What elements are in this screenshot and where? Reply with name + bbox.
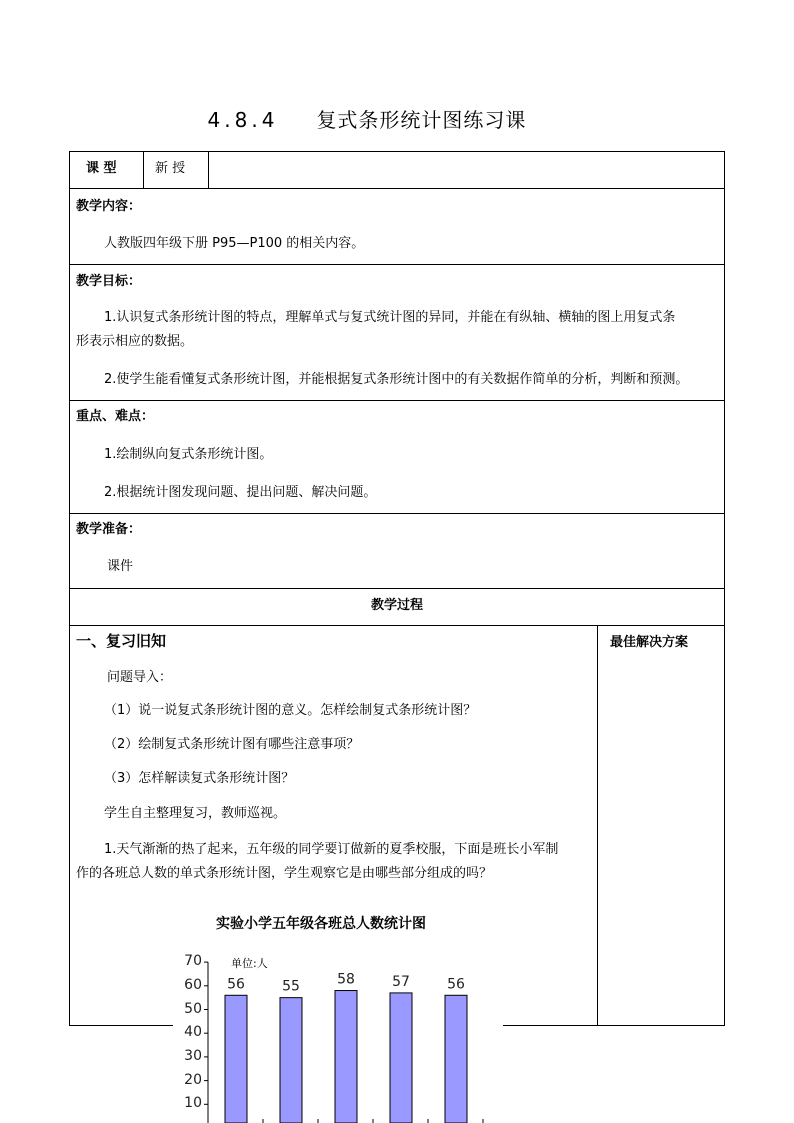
- bar-value-label: 56: [447, 976, 465, 993]
- y-tick-label: 50: [184, 1000, 202, 1017]
- title-number: 4.8.4: [207, 108, 279, 132]
- process-heading: 教学过程: [370, 598, 423, 613]
- y-tick-label: 70: [184, 953, 202, 970]
- bar: [390, 993, 412, 1123]
- content-heading: 教学内容：: [76, 199, 142, 214]
- bar: [280, 998, 302, 1123]
- review-heading: 一、复习旧知: [76, 632, 167, 650]
- question-3: （3）怎样解读复式条形统计图？: [104, 771, 295, 786]
- keypoint-1: 1.绘制纵向复式条形统计图。: [104, 447, 273, 462]
- content-text: 人教版四年级下册 P95—P100 的相关内容。: [104, 236, 365, 251]
- bar: [225, 995, 247, 1123]
- prep-text: 课件: [107, 559, 134, 574]
- prep-heading: 教学准备：: [76, 522, 142, 537]
- chart-title: 实验小学五年级各班总人数统计图: [216, 916, 426, 932]
- best-solution-heading: 最佳解决方案: [610, 635, 689, 650]
- question-1: （1）说一说复式条形统计图的意义。怎样绘制复式条形统计图？: [104, 703, 477, 718]
- goal-1-line-1: 1.认识复式条形统计图的特点，理解单式与复式统计图的异同，并能在有纵轴、横轴的图上用复式条: [104, 310, 676, 325]
- lesson-type-label: 课 型: [86, 161, 117, 176]
- chart-unit-label: 单位:人: [231, 957, 268, 970]
- goal-1-line-2: 形表示相应的数据。: [76, 334, 194, 349]
- title-text: 复式条形统计图练习课: [316, 108, 527, 132]
- self-review-text: 学生自主整理复习，教师巡视。: [104, 806, 287, 821]
- keypoint-2: 2.根据统计图发现问题、提出问题、解决问题。: [104, 485, 377, 500]
- goal-2: 2.使学生能看懂复式条形统计图，并能根据复式条形统计图中的有关数据作简单的分析，判断和预测。: [104, 372, 689, 387]
- goals-heading: 教学目标：: [76, 274, 142, 289]
- y-tick-label: 10: [184, 1095, 202, 1112]
- question-2: （2）绘制复式条形统计图有哪些注意事项？: [104, 737, 360, 752]
- bar-value-label: 57: [392, 973, 410, 990]
- exercise-1-line-2: 作的各班总人数的单式条形统计图，学生观察它是由哪些部分组成的吗？: [76, 866, 493, 881]
- y-tick-label: 30: [184, 1047, 202, 1064]
- bar: [335, 991, 357, 1123]
- y-tick-label: 40: [184, 1024, 202, 1041]
- y-tick-label: 20: [184, 1071, 202, 1088]
- lesson-type-value: 新 授: [155, 161, 186, 176]
- keypoints-heading: 重点、难点：: [76, 409, 155, 424]
- exercise-1-line-1: 1.天气渐渐的热了起来，五年级的同学要订做新的夏季校服，下面是班长小军制: [104, 842, 559, 857]
- bar: [445, 995, 467, 1123]
- bar-value-label: 56: [227, 976, 245, 993]
- intro-text: 问题导入：: [107, 670, 173, 685]
- bar-value-label: 58: [337, 971, 355, 988]
- y-tick-label: 60: [184, 976, 202, 993]
- bar-value-label: 55: [282, 978, 300, 995]
